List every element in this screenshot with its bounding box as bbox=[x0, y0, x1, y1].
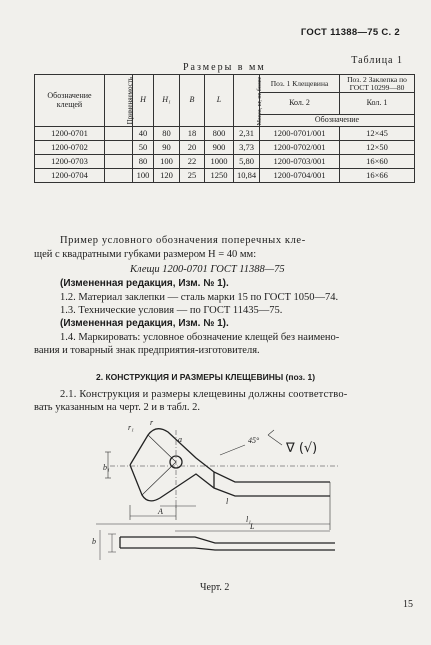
section-2-line-1: 2.1. Конструкция и размеры клещевины должны соответство- bbox=[60, 389, 348, 400]
cell-pos2: 16×60 bbox=[340, 155, 415, 169]
label-l1: l₁ bbox=[246, 515, 252, 524]
note-1-3: 1.3. Технические условия — по ГОСТ 11435—75. bbox=[60, 305, 283, 316]
col-header-pos2: Поз. 2 Заклепка по ГОСТ 10299—80 bbox=[340, 75, 415, 93]
col-header-h: H bbox=[133, 75, 154, 127]
label-r1: r₁ bbox=[128, 423, 134, 432]
section-2-line-2: вать указанным на черт. 2 и в табл. 2. bbox=[34, 402, 200, 413]
cell-applicability bbox=[105, 155, 133, 169]
cell-b: 18 bbox=[180, 127, 205, 141]
col-header-b: B bbox=[180, 75, 205, 127]
cell-h: 50 bbox=[133, 141, 154, 155]
cell-h1: 120 bbox=[154, 169, 180, 183]
cell-mass: 10,84 bbox=[234, 169, 260, 183]
label-b: b bbox=[92, 537, 96, 546]
cell-applicability bbox=[105, 141, 133, 155]
table-row bbox=[35, 155, 415, 169]
cell-applicability bbox=[105, 169, 133, 183]
example-formula: Клещи 1200-0701 ГОСТ 11388—75 bbox=[130, 264, 285, 275]
cell-mass: 2,31 bbox=[234, 127, 260, 141]
cell-mass: 3,73 bbox=[234, 141, 260, 155]
cell-pos1: 1200-0704/001 bbox=[260, 169, 340, 183]
cell-pos1: 1200-0703/001 bbox=[260, 155, 340, 169]
cell-designation: 1200-0704 bbox=[35, 169, 105, 183]
table-row bbox=[35, 141, 415, 155]
cell-l: 800 bbox=[205, 127, 234, 141]
cell-l: 900 bbox=[205, 141, 234, 155]
label-b1: b₁ bbox=[103, 463, 110, 472]
col-header-pos1: Поз. 1 Клещевина bbox=[260, 75, 340, 93]
col-header-applicability: Применяемость bbox=[105, 75, 133, 127]
label-a: a bbox=[178, 435, 182, 444]
cell-designation: 1200-0701 bbox=[35, 127, 105, 141]
amendment-note: (Измененная редакция, Изм. № 1). bbox=[60, 278, 229, 289]
col-header-pos1-qty: Кол. 2 bbox=[260, 93, 340, 115]
document-header: ГОСТ 11388—75 С. 2 bbox=[300, 27, 400, 38]
cell-pos1: 1200-0701/001 bbox=[260, 127, 340, 141]
col-header-h1: H₁ bbox=[154, 75, 180, 127]
cell-designation: 1200-0702 bbox=[35, 141, 105, 155]
page-number: 15 bbox=[403, 599, 413, 610]
cell-pos1: 1200-0702/001 bbox=[260, 141, 340, 155]
table-label: Таблица 1 bbox=[351, 55, 403, 66]
label-angle: 45° bbox=[248, 436, 260, 445]
cell-b: 20 bbox=[180, 141, 205, 155]
note-1-4: 1.4. Маркировать: условное обозначение клещей без наимено- bbox=[60, 332, 340, 343]
col-header-pos2-qty: Кол. 1 bbox=[340, 93, 415, 115]
cell-pos2: 16×66 bbox=[340, 169, 415, 183]
col-header-l: L bbox=[205, 75, 234, 127]
col-header-designation-sub: Обозначение bbox=[260, 115, 415, 127]
cell-b: 22 bbox=[180, 155, 205, 169]
cell-designation: 1200-0703 bbox=[35, 155, 105, 169]
label-L: L bbox=[250, 522, 255, 531]
cell-b: 25 bbox=[180, 169, 205, 183]
table-row bbox=[35, 169, 415, 183]
cell-h1: 80 bbox=[154, 127, 180, 141]
cell-applicability bbox=[105, 127, 133, 141]
technical-drawing bbox=[0, 410, 431, 580]
note-1-2: 1.2. Материал заклепки — сталь марки 15 по ГОСТ 1050—74. bbox=[60, 292, 339, 303]
cell-pos2: 12×50 bbox=[340, 141, 415, 155]
example-line-1: Пример условного обозначения поперечных кле- bbox=[60, 235, 306, 246]
example-line-2: щей с квадратными губками размером H = 40 мм: bbox=[34, 249, 257, 260]
cell-pos2: 12×45 bbox=[340, 127, 415, 141]
cell-h1: 90 bbox=[154, 141, 180, 155]
cell-h: 40 bbox=[133, 127, 154, 141]
cell-mass: 5,80 bbox=[234, 155, 260, 169]
note-1-4-cont: вания и товарный знак предприятия-изготовителя. bbox=[34, 345, 260, 356]
figure-caption: Черт. 2 bbox=[200, 582, 230, 593]
label-l: l bbox=[226, 497, 229, 506]
specification-table bbox=[34, 74, 415, 183]
table-row bbox=[35, 127, 415, 141]
cell-h: 80 bbox=[133, 155, 154, 169]
section-2-title: 2. КОНСТРУКЦИЯ И РАЗМЕРЫ КЛЕЩЕВИНЫ (поз. 1) bbox=[96, 372, 316, 382]
label-r: r bbox=[150, 418, 154, 427]
roughness-symbol: ∇ (√) bbox=[286, 441, 318, 456]
cell-l: 1000 bbox=[205, 155, 234, 169]
table-group-header: Размеры в мм bbox=[183, 62, 266, 73]
cell-h: 100 bbox=[133, 169, 154, 183]
cell-l: 1250 bbox=[205, 169, 234, 183]
cell-h1: 100 bbox=[154, 155, 180, 169]
label-A: A bbox=[158, 507, 163, 516]
amendment-note: (Измененная редакция, Изм. № 1). bbox=[60, 318, 229, 329]
col-header-mass: Масса, кг, не более bbox=[234, 75, 260, 127]
col-header-designation: Обозначение клещей bbox=[35, 75, 105, 127]
